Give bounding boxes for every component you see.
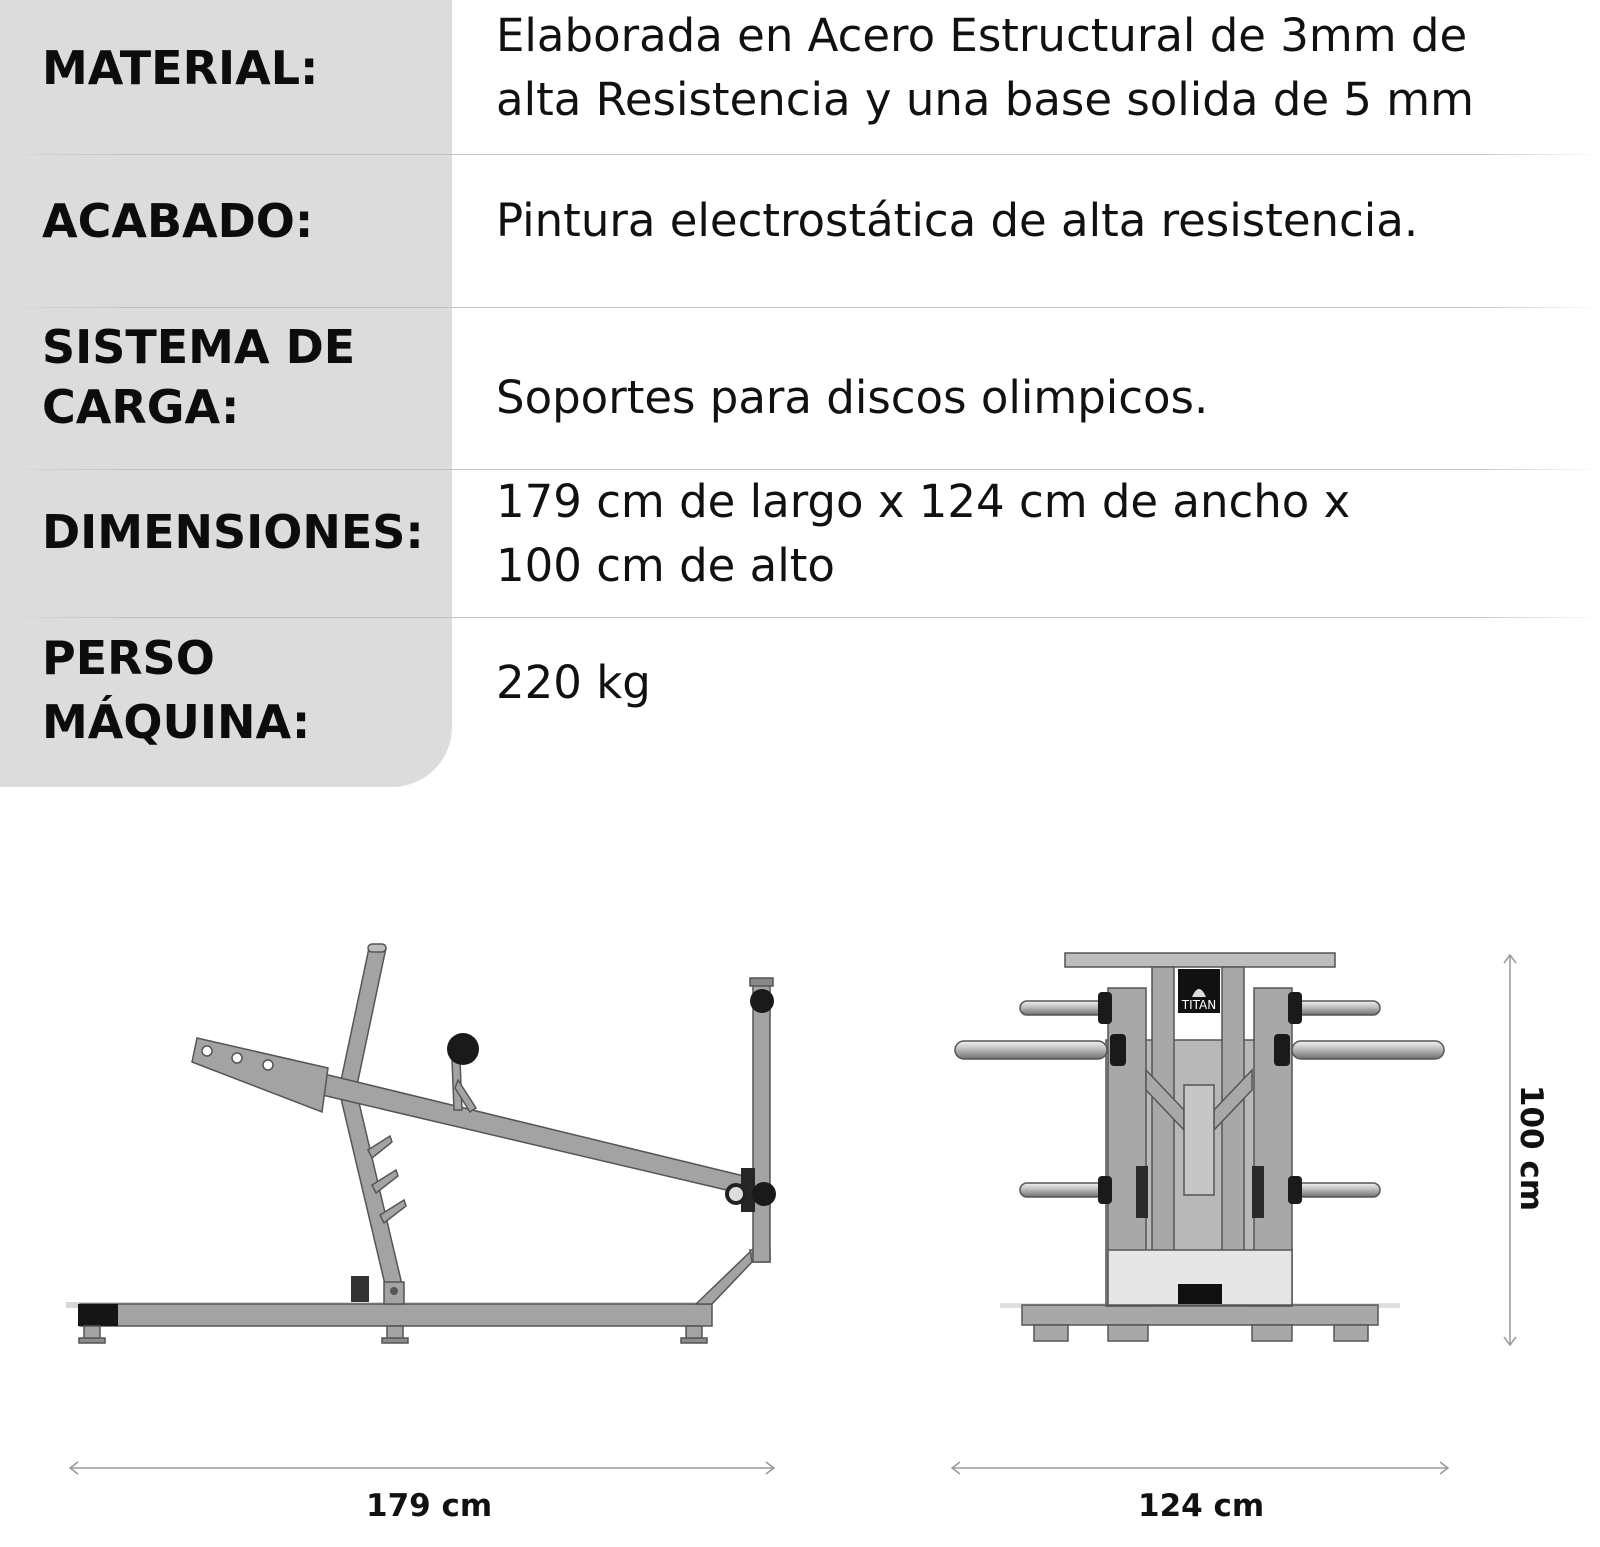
- spec-label-weight: PERSO MÁQUINA:: [42, 631, 311, 749]
- side-view-drawing: [66, 944, 776, 1343]
- dimension-label-length: 179 cm: [366, 1488, 493, 1524]
- spec-label-material: MATERIAL:: [42, 41, 319, 95]
- spec-label-dimensions: DIMENSIONES:: [42, 505, 424, 559]
- spec-label-load-system: SISTEMA DE CARGA:: [42, 320, 356, 434]
- dimension-label-height: 100 cm: [1513, 1084, 1550, 1212]
- dimension-label-width: 124 cm: [1138, 1488, 1265, 1524]
- spec-value-material: Elaborada en Acero Estructural de 3mm de alta Resistencia y una base solida de 5 mm: [496, 9, 1474, 126]
- spec-label-finish: ACABADO:: [42, 194, 314, 248]
- front-view-drawing: [955, 953, 1444, 1341]
- spec-value-dimensions: 179 cm de largo x 124 cm de ancho x 100 cm de alto: [496, 475, 1351, 592]
- dimension-line-width: [952, 1462, 1448, 1474]
- spec-value-finish: Pintura electrostática de alta resistencia.: [496, 194, 1419, 247]
- spec-value-load-system: Soportes para discos olimpicos.: [496, 371, 1209, 424]
- dimension-line-length: [70, 1462, 774, 1474]
- spec-value-weight: 220 kg: [496, 656, 651, 709]
- brand-logo: TITAN: [1181, 998, 1217, 1012]
